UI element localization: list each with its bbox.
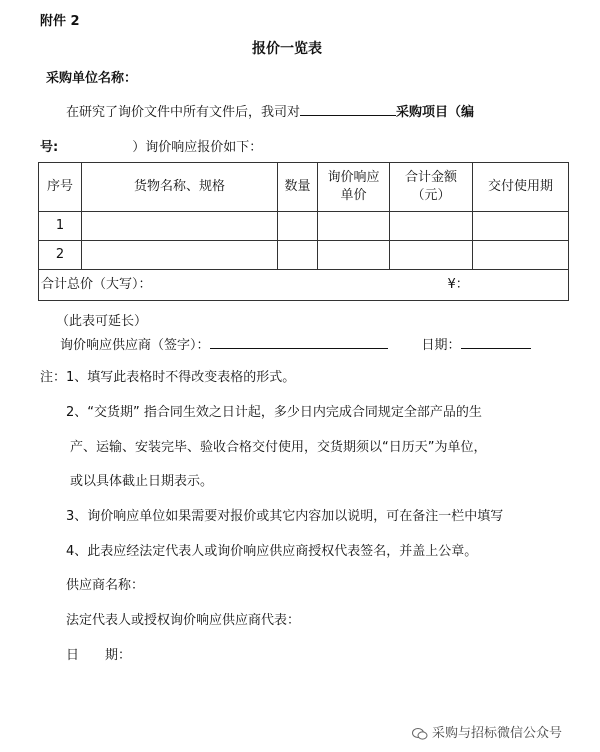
cell-amount[interactable] [390, 241, 473, 270]
page-title: 报价一览表 [252, 41, 322, 57]
date-blank[interactable] [461, 336, 531, 349]
header-qty: 数量 [278, 163, 318, 212]
note-2: 2、“交货期” 指合同生效之日计起，多少日内完成合同规定全部产品的生 [66, 405, 482, 420]
cell-delivery[interactable] [473, 241, 569, 270]
attachment-label: 附件 2 [40, 14, 80, 29]
note-2-cont-1: 产、运输、安装完毕、验收合格交付使用，交货期须以“日历天”为单位， [70, 440, 487, 455]
cell-qty[interactable] [278, 241, 318, 270]
total-row [39, 270, 569, 301]
supplier-signature-label: 询价响应供应商（签字）： [60, 338, 210, 353]
note-3: 3、询价响应单位如果需要对报价或其它内容加以说明，可在备注一栏中填写 [66, 509, 504, 524]
footer-date-label: 日 期： [66, 648, 132, 663]
date-label: 日期： [421, 338, 461, 353]
watermark-text: 采购与招标微信公众号 [432, 726, 563, 741]
project-name-blank [300, 103, 396, 116]
row-number: 2 [39, 241, 82, 270]
quote-table [38, 162, 569, 301]
intro-line-2 [40, 136, 262, 155]
purchaser-label: 采购单位名称： [46, 71, 138, 86]
table-row [39, 212, 569, 241]
supplier-name-label: 供应商名称： [66, 578, 145, 593]
cell-goods[interactable] [82, 241, 278, 270]
header-unit-price: 询价响应单价 [318, 163, 390, 212]
total-symbol: ¥： [447, 277, 469, 292]
note-1: 注：1、填写此表格时不得改变表格的形式。 [40, 370, 296, 385]
signature-line [60, 334, 531, 353]
note-4: 4、此表应经法定代表人或询价响应供应商授权代表签名，并盖上公章。 [66, 544, 478, 559]
header-total-amount: 合计金额（元） [390, 163, 473, 212]
intro-part-1: 在研究了询价文件中所有文件后，我司对 [66, 105, 301, 120]
wechat-icon [412, 728, 428, 740]
intro-part-3: 号: [40, 140, 59, 155]
intro-part-2: 采购项目（编 [396, 105, 475, 120]
cell-unit-price[interactable] [318, 241, 390, 270]
header-goods: 货物名称、规格 [82, 163, 278, 212]
intro-part-4: ）询价响应报价如下： [132, 140, 263, 155]
cell-qty[interactable] [278, 212, 318, 241]
cell-delivery[interactable] [473, 212, 569, 241]
total-label: 合计总价（大写）： [41, 277, 152, 292]
cell-unit-price[interactable] [318, 212, 390, 241]
total-cell[interactable] [39, 270, 569, 301]
intro-line-1 [66, 101, 474, 120]
header-delivery: 交付使用期 [473, 163, 569, 212]
row-number: 1 [39, 212, 82, 241]
note-2-cont-2: 或以具体截止日期表示。 [70, 474, 214, 489]
header-seq: 序号 [39, 163, 82, 212]
extend-note: （此表可延长） [56, 314, 148, 329]
watermark [412, 722, 562, 741]
cell-amount[interactable] [390, 212, 473, 241]
table-row [39, 241, 569, 270]
supplier-signature-blank[interactable] [210, 336, 388, 349]
representative-label: 法定代表人或授权询价响应供应商代表： [66, 613, 301, 628]
cell-goods[interactable] [82, 212, 278, 241]
